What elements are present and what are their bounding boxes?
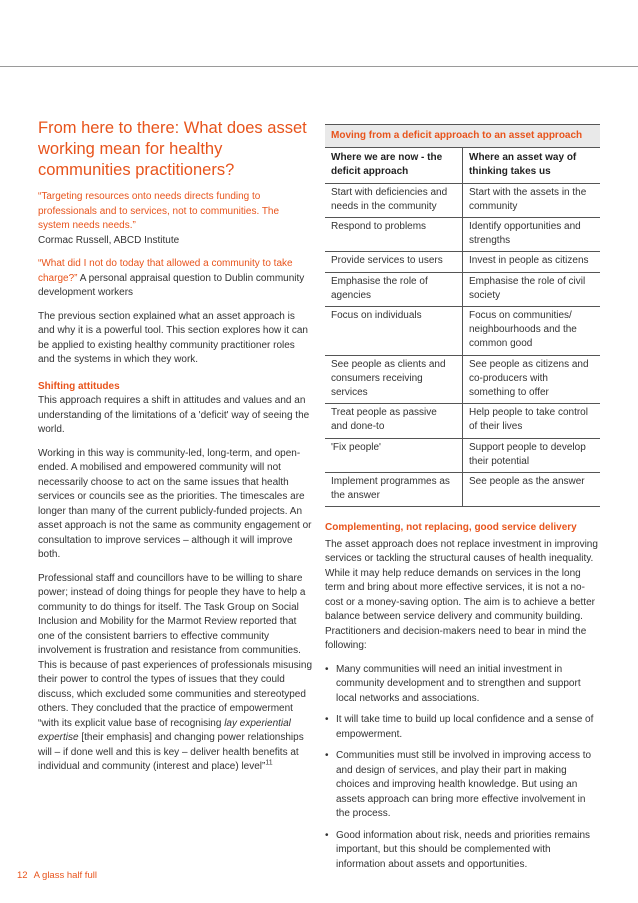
table-row (325, 404, 600, 438)
table-row (325, 355, 600, 404)
table-cell: See people as clients and consumers receiving services (325, 355, 463, 404)
page-number: 12 (17, 870, 28, 881)
bullet-icon: • (325, 829, 329, 841)
list-item (325, 713, 600, 742)
list-item-text: It will take time to build up local confidence and a sense of empowerment. (336, 714, 594, 740)
table-cell: Emphasise the role of civil society (463, 272, 601, 306)
subhead-shifting-attitudes: Shifting attitudes (38, 380, 120, 392)
table-cell: Provide services to users (325, 252, 463, 272)
table-cell: Focus on communities/ neighbourhoods and the common good (463, 307, 601, 356)
table-cell: Invest in people as citizens (463, 252, 601, 272)
list-item (325, 829, 600, 873)
intro-paragraph: The previous section explained what an asset approach is and why it is a powerful tool. This section explores how it can be applied to existing healthy community practitioner roles and the systems in which they work. (38, 310, 308, 365)
table-cell: Treat people as passive and done-to (325, 404, 463, 438)
page-footer (17, 870, 97, 881)
list-item (325, 663, 600, 707)
right-column (325, 124, 600, 879)
attitudes-paragraph: This approach requires a shift in attitudes and values and an understanding of the limitations of a 'deficit' way of seeing the world. (38, 395, 310, 435)
table-cell: Identify opportunities and strengths (463, 218, 601, 252)
power-sharing-paragraph (38, 572, 313, 775)
quote-dublin (38, 257, 313, 301)
table-row (325, 438, 600, 472)
power-sharing-text: Professional staff and councillors have to be willing to share power; instead of doing things for people they have to help a community to do things for itself. The Task Group on Social Inclusion and Mobility for the Marmot Review reported that one of the consistent barriers to effective community involvement is frustration and resistance from communities. This is because of past experiences of professionals misusing their power to control the types of issues that they could discuss, which excluded some communities and stereotyped others. They concluded that the practice of empowerment “with its explicit value base of recognising (38, 572, 313, 729)
bullet-icon: • (325, 714, 329, 726)
footnote-ref: 11 (265, 759, 273, 767)
bullet-icon: • (325, 663, 329, 675)
list-item (325, 749, 600, 822)
quote-dublin-question: “What did I not do today that allowed a community to take charge?” (38, 258, 293, 284)
list-item-text: Communities must still be involved in improving access to and design of services, and play their part in making choices and improving health knowledge. But using an assets approach can bring more effective involvement in the process. (336, 750, 592, 820)
table-cell: See people as the answer (463, 473, 601, 507)
quote-dublin-source: A personal appraisal question to Dublin community development workers (38, 272, 305, 298)
table-caption: Moving from a deficit approach to an asset approach (325, 125, 600, 148)
table-cell: 'Fix people' (325, 438, 463, 472)
table-row (325, 473, 600, 507)
table-header-deficit: Where we are now - the deficit approach (325, 148, 463, 183)
quote-russell: “Targeting resources onto needs directs funding to professionals and to services, not to communities. The system needs needs.” (38, 191, 280, 231)
quote-attribution: Cormac Russell, ABCD Institute (38, 234, 180, 246)
publication-title: A glass half full (33, 870, 97, 881)
table-cell: Help people to take control of their lives (463, 404, 601, 438)
table-row (325, 218, 600, 252)
emphasis-text: lay experiential expertise (38, 717, 291, 743)
top-divider (0, 66, 638, 67)
table-cell: Start with the assets in the community (463, 183, 601, 217)
bullet-icon: • (325, 750, 329, 762)
table-cell: Start with deficiencies and needs in the community (325, 183, 463, 217)
service-delivery-paragraph: The asset approach does not replace investment in improving services or tackling the structural causes of health inequality. While it may help reduce demands on services in the long term and bring about more effective services, it is not a no-cost or a money-saving option. The aim is to achieve a better balance between service delivery and community building. Practitioners and decision-makers need to bear in mind the following: (325, 538, 598, 652)
table-cell: See people as citizens and co-producers with something to offer (463, 355, 601, 404)
table-row (325, 252, 600, 272)
left-column (38, 118, 313, 784)
community-led-paragraph: Working in this way is community-led, long-term, and open-ended. A mobilised and empowered community will not necessarily choose to act on the same issues that health services or councils see as the priorities. The timescales are longer than many of the current publicly-funded projects. An asset approach is not the same as community engagement or consultation to improve services – although it will improve both. (38, 447, 312, 560)
list-item-text: Many communities will need an initial investment in community development and to strengthen and support local networks and associations. (336, 663, 581, 704)
table-header-asset: Where an asset way of thinking takes us (463, 148, 601, 183)
table-cell: Support people to develop their potential (463, 438, 601, 472)
section-title: From here to there: What does asset working mean for healthy communities practitioners? (38, 119, 307, 179)
table-cell: Implement programmes as the answer (325, 473, 463, 507)
table-row (325, 307, 600, 356)
list-item-text: Good information about risk, needs and priorities remains important, but this should be complemented with information about assets and opportunities. (336, 829, 591, 870)
subhead-complementing: Complementing, not replacing, good service delivery (325, 522, 577, 534)
table-cell: Focus on individuals (325, 307, 463, 356)
power-sharing-text-end: [their emphasis] and changing power relationships will – if done well and this is key – deliver health benefits at individual and community (interest and place) level” (38, 732, 304, 772)
table-row (325, 272, 600, 306)
table-cell: Emphasise the role of agencies (325, 272, 463, 306)
considerations-list (325, 663, 600, 873)
table-row (325, 183, 600, 217)
deficit-asset-table (325, 124, 600, 507)
table-cell: Respond to problems (325, 218, 463, 252)
